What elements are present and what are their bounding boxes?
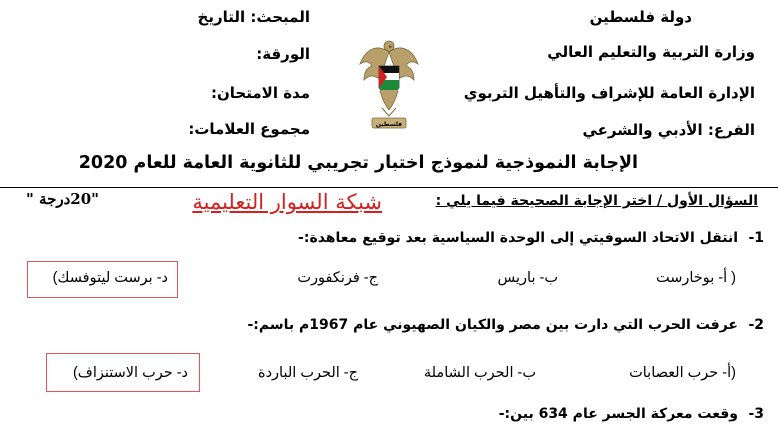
option-b[interactable]: ب- الحرب الشاملة	[423, 365, 536, 381]
header-duration: مدة الامتحان:	[211, 84, 310, 102]
divider-line	[0, 187, 778, 188]
question-number: 3-	[748, 406, 764, 422]
watermark-text: شبكة السوار التعليمية	[192, 190, 382, 214]
emblem-caption: فلسطين	[375, 121, 403, 128]
header-directorate: الإدارة العامة للإشراف والتأهيل التربوي	[463, 84, 755, 102]
question-text: انتقل الاتحاد السوفيتي إلى الوحدة السياسية بعد توقيع معاهدة:-	[298, 230, 738, 246]
header-subject: المبحث: التاريخ	[197, 8, 310, 26]
grade-label: "20درجة "	[26, 190, 99, 208]
question-text: وقعت معركة الجسر عام 634 بين:-	[498, 406, 738, 422]
header-branch: الفرع: الأدبي والشرعي	[582, 121, 755, 139]
header-total-marks: مجموع العلامات:	[188, 120, 310, 138]
option-b[interactable]: ب- باريس	[497, 270, 558, 286]
header-country: دولة فلسطين	[589, 8, 692, 26]
question-text: عرفت الحرب التي دارت بين مصر والكيان الصهيوني عام 1967م باسم:-	[247, 317, 738, 333]
option-a[interactable]: ( أ- بوخارست	[655, 270, 736, 286]
page-title: الإجابة النموذجية لنموذج اختبار تجريبي للثانوية العامة للعام 2020	[78, 153, 638, 173]
question-number: 1-	[748, 230, 764, 246]
option-a[interactable]: (أ- حرب العصابات	[629, 365, 736, 381]
question-number: 2-	[748, 317, 764, 333]
header-paper: الورقة:	[256, 45, 310, 63]
option-c[interactable]: ج- الحرب الباردة	[258, 365, 358, 381]
option-d[interactable]: د- برست ليتوفسك)	[52, 270, 168, 286]
header-ministry: وزارة التربية والتعليم العالي	[547, 43, 755, 61]
option-c[interactable]: ج- فرنكفورت	[297, 270, 378, 286]
section-label: السؤال الأول / اختر الإجابة الصحيحة فيما يلي :	[435, 193, 758, 209]
option-d[interactable]: د- حرب الاستنزاف)	[72, 365, 188, 381]
palestine-eagle-emblem-icon	[356, 34, 422, 132]
